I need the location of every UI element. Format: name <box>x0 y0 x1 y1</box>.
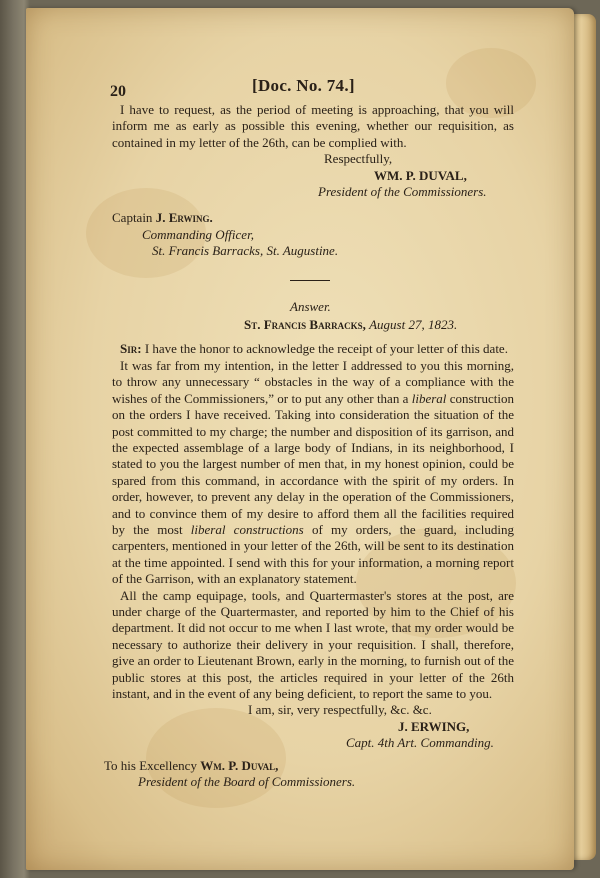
recipient-title: President of the Board of Commissioners. <box>138 774 356 790</box>
page-header <box>112 72 514 102</box>
letter2-signer-title: Capt. 4th Art. Commanding. <box>346 735 494 751</box>
letter2-opening <box>112 341 514 357</box>
recipient-name: Wm. P. Duval, <box>200 757 279 773</box>
document-number: [Doc. No. 74.] <box>252 76 355 95</box>
answer-dateline <box>112 317 514 333</box>
letter2-closing: I am, sir, very respectfully, &c. &c. <box>248 702 432 718</box>
letter1-closing: Respectfully, <box>324 151 393 167</box>
letter1-signer-title: President of the Commissioners. <box>318 184 487 200</box>
addressee-line1 <box>112 210 514 226</box>
addressee-line2: Commanding Officer, <box>142 226 254 242</box>
section-divider <box>290 280 330 281</box>
para2-text-c: of my orders, the guard, including carpenters, mentioned in your letter of the 26th, will be sent to its destination at the time appointed. I send with this for your information, a morning report of the Garrison, with an explanatory statement. <box>112 521 515 587</box>
letter1-body: I have to request, as the period of meeting is approaching, that you will inform me as early as possible this evening, whether our requisition, as contained in my letter of the 26th, can be complied with. <box>112 102 514 150</box>
recipient-prefix: To his Excellency <box>104 757 201 773</box>
para2-emphasis-1: liberal <box>411 390 447 406</box>
letter2-recipient <box>104 757 514 791</box>
letter2-paragraph2 <box>112 358 514 588</box>
salutation: Sir: <box>120 341 142 357</box>
recipient-line1 <box>104 758 514 774</box>
letter1-signer: WM. P. DUVAL, <box>374 167 467 183</box>
page-text <box>104 72 515 790</box>
answer-heading: Answer. <box>290 298 331 314</box>
addressee-prefix: Captain <box>112 210 156 226</box>
para2-text-a: It was far from my intention, in the letter I addressed to you this morning, to throw any unnecessary “ obstacles in the way of a compliance with the wishes of the Commissioners,” or to put any other than a <box>112 357 514 406</box>
para2-emphasis-2: liberal constructions <box>190 521 304 537</box>
addressee-line3: St. Francis Barracks, St. Augustine. <box>152 243 339 259</box>
letter1-signature <box>112 151 514 200</box>
letter1-addressee <box>112 210 514 259</box>
answer-date: August 27, 1823. <box>369 317 458 333</box>
letter2-signer: J. ERWING, <box>398 718 470 734</box>
addressee-name: J. Erwing. <box>155 210 213 226</box>
letter2-signature <box>112 702 514 751</box>
page-number: 20 <box>110 83 126 100</box>
para2-text-b: construction on the orders I have received. Taking into consideration the situation of the post committed to my charge; the number and disposition of its garrison, and the expected assemblage of a large body of Indians, in its neighborhood, I stated to you the largest number of men that, in my honest opinion, could be spared from this command, in accordance with the spirit of my orders. In order, however, to prevent any delay in the operation of the Commissioners, and to convince them of my desire to afford them all the facilities required by the most <box>112 390 515 537</box>
opening-text: I have the honor to acknowledge the receipt of your letter of this date. <box>144 341 508 357</box>
answer-place: St. Francis Barracks, <box>244 317 366 333</box>
letter2-paragraph3: All the camp equipage, tools, and Quartermaster's stores at the post, are under charge of the Quartermaster, and reported by him to the Chief of his department. It did not occur to me when I last wrote, that my order would be necessary to authorize their delivery in your requisition. I shall, therefore, give an order to Lieutenant Brown, early in the morning, to furnish out of the public stores at this post, the articles required in your letter of the 26th instant, and in the event of any being deficient, to report the same to you. <box>112 587 514 701</box>
page-edge <box>572 14 596 860</box>
